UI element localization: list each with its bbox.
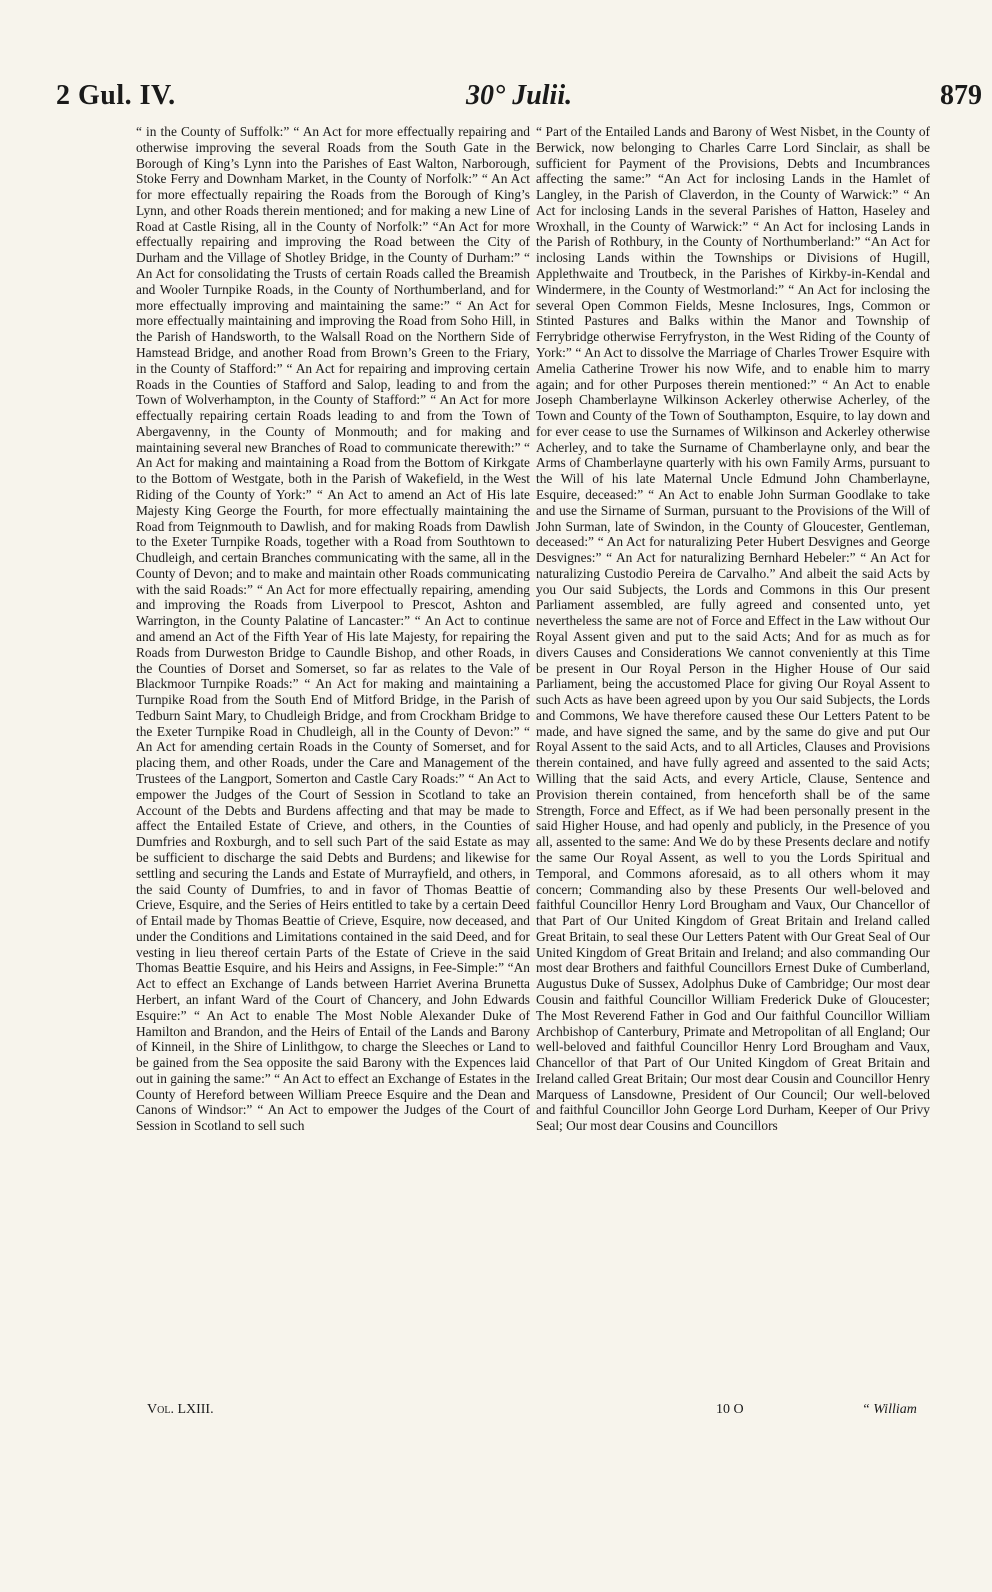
text-column-left: [136, 124, 530, 1134]
left-column-text: “ in the County of Suffolk:” “ An Act for more effectually repairing and otherwise improving the several Roads from the South Gate in the Borough of King’s Lynn into the Parishes of East Walton, Narborough, Stoke Ferry and Downham Market, in the County of Norfolk:” “ An Act for more effectually repairing the Roads from the Borough of King’s Lynn, and other Roads therein mentioned; and for making a new Line of Road at Castle Rising, all in the County of Norfolk:” “An Act for more effectually repairing and improving the Road between the City of Durham and the Village of Shotley Bridge, in the County of Durham:” “ An Act for consolidating the Trusts of certain Roads called the Breamish and Wooler Turnpike Roads, in the County of Northumberland, and for more effectually improving and maintaining the same:” “ An Act for more effectually maintaining and improving the Road from Soho Hill, in the Parish of Handsworth, to the Walsall Road on the Northern Side of Hamstead Bridge, and another Road from Brown’s Green to the Friary, in the County of Stafford:” “ An Act for repairing and improving certain Roads in the Counties of Stafford and Salop, leading to and from the Town of Wolverhampton, in the County of Stafford:” “ An Act for more effectually repairing certain Roads leading to and from the Town of Abergavenny, in the County of Monmouth; and for making and maintaining several new Branches of Road to communicate therewith:” “ An Act for making and maintaining a Road from the Bottom of Kirkgate to the Bottom of Westgate, both in the Parish of Wakefield, in the West Riding of the County of York:” “ An Act to amend an Act of His late Majesty King George the Fourth, for more effectually maintaining the Road from Teignmouth to Dawlish, and for making Roads from Dawlish to the Exeter Turnpike Roads, together with a Road from Southtown to Chudleigh, and certain Branches communicating with the same, all in the County of Devon; and to make and maintain other Roads communicating with the said Roads:” “ An Act for more effectually repairing, amending and improving the Roads from Liverpool to Prescot, Ashton and Warrington, in the County Palatine of Lancaster:” “ An Act to continue and amend an Act of the Fifth Year of His late Majesty, for repairing the Roads from Durweston Bridge to Caundle Bishop, and other Roads, in the Counties of Dorset and Somerset, so far as relates to the Vale of Blackmoor Turnpike Roads:” “ An Act for making and maintaining a Turnpike Road from the South End of Mitford Bridge, in the Parish of Tedburn Saint Mary, to Chudleigh Bridge, and from Crockham Bridge to the Exeter Turnpike Road in Chudleigh, all in the County of Devon:” “ An Act for amending certain Roads in the County of Somerset, and for placing them, and other Roads, under the Care and Management of the Trustees of the Langport, Somerton and Castle Cary Roads:” “ An Act to empower the Judges of the Court of Session in Scotland to take an Account of the Debts and Burdens affecting and that may be made to affect the Entailed Estate of Crieve, and others, in the Counties of Dumfries and Roxburgh, and to sell such Part of the said Estate as may be sufficient to discharge the said Debts and Burdens; and likewise for settling and securing the Lands and Estate of Murrayfield, and others, in the said County of Dumfries, to and in favor of Thomas Beattie of Crieve, Esquire, and the Series of Heirs entitled to take by a certain Deed of Entail made by Thomas Beattie of Crieve, Esquire, now deceased, and under the Conditions and Limitations contained in the said Deed, and for vesting in lieu thereof certain Parts of the Estate of Crieve in the said Thomas Beattie Esquire, and his Heirs and Assigns, in Fee-Simple:” “An Act to effect an Exchange of Lands between Harriet Averina Brunetta Herbert, an infant Ward of the Court of Chancery, and John Edwards Esquire:” “ An Act to enable The Most Noble Alexander Duke of Hamilton and Brandon, and the Heirs of Entail of the Lands and Barony of Kinneil, in the Shire of Linlithgow, to charge the Sleeches or Land to be gained from the Sea opposite the said Barony with the Expences laid out in gaining the same:” “ An Act to effect an Exchange of Estates in the County of Hereford between William Preece Esquire and the Dean and Canons of Windsor:” “ An Act to empower the Judges of the Court of Session in Scotland to sell such: [136, 124, 530, 1134]
signature-mark: 10 O: [716, 1402, 744, 1417]
running-head-date: 30° Julii.: [466, 80, 573, 111]
page-footer: [0, 1402, 992, 1422]
page-header: [56, 80, 982, 120]
page-number: 879: [940, 80, 982, 111]
volume-number: Vol. LXIII.: [147, 1402, 214, 1417]
catchword: “ William: [862, 1402, 917, 1417]
running-head-regnal-year: 2 Gul. IV.: [56, 80, 176, 111]
right-column-text: “ Part of the Entailed Lands and Barony of West Nisbet, in the County of Berwick, now belonging to Charles Carre Lord Sinclair, as shall be sufficient for Payment of the Provisions, Debts and Incumbrances affecting the same:” “An Act for inclosing Lands in the Hamlet of Langley, in the Parish of Claverdon, in the County of Warwick:” “ An Act for inclosing Lands in the several Parishes of Hatton, Haseley and Wroxhall, in the County of Warwick:” “ An Act for inclosing Lands in the Parish of Rothbury, in the County of Northumberland:” “An Act for inclosing Lands within the Townships or Divisions of Hugill, Applethwaite and Troutbeck, in the Parishes of Kirkby-in-Kendal and Windermere, in the County of Westmorland:” “ An Act for inclosing the several Open Common Fields, Mesne Inclosures, Ings, Common or Stinted Pastures and Balks within the Manor and Township of Ferrybridge otherwise Ferryfryston, in the West Riding of the County of York:” “ An Act to dissolve the Marriage of Charles Trower Esquire with Amelia Catherine Trower his now Wife, and to enable him to marry again; and for other Purposes therein mentioned:” “ An Act to enable Joseph Chamberlayne Wilkinson Ackerley otherwise Acherley, of the Town and County of the Town of Southampton, Esquire, to lay down and for ever cease to use the Surnames of Wilkinson and Ackerley otherwise Acherley, and to take the Surname of Chamberlayne only, and bear the Arms of Chamberlayne quarterly with his own Family Arms, pursuant to the Will of his late Maternal Uncle Edmund John Chamberlayne, Esquire, deceased:” “ An Act to enable John Surman Goodlake to take and use the Sirname of Surman, pursuant to the Provisions of the Will of John Surman, late of Swindon, in the County of Gloucester, Gentleman, deceased:” “ An Act for naturalizing Peter Hubert Desvignes and George Desvignes:” “ An Act for naturalizing Bernhard Hebeler:” “ An Act for naturalizing Custodio Pereira de Carvalho.” And albeit the said Acts by you Our said Subjects, the Lords and Commons in this Our present Parliament assembled, are fully agreed and consented unto, yet nevertheless the same are not of Force and Effect in the Law without Our Royal Assent given and put to the said Acts; And for as much as for divers Causes and Considerations We cannot conveniently at this Time be present in Our Royal Person in the Higher House of Our said Parliament, being the accustomed Place for giving Our Royal Assent to such Acts as have been agreed upon by you Our said Subjects, the Lords and Commons, We have therefore caused these Our Letters Patent to be made, and have signed the same, and by the same do give and put Our Royal Assent to the said Acts, and to all Articles, Clauses and Provisions therein contained, and have fully agreed and assented to the said Acts; Willing that the said Acts, and every Article, Clause, Sentence and Provision therein contained, from henceforth shall be of the same Strength, Force and Effect, as if We had been personally present in the said Higher House, and had openly and publicly, in the Presence of you all, assented to the same: And We do by these Presents declare and notify the same Our Royal Assent, as well to you the Lords Spiritual and Temporal, and Commons aforesaid, as to all others whom it may concern; Commanding also by these Presents Our well-beloved and faithful Councillor Henry Lord Brougham and Vaux, Our Chancellor of that Part of Our United Kingdom of Great Britain and Ireland called Great Britain, to seal these Our Letters Patent with Our Great Seal of Our United Kingdom of Great Britain and Ireland; and also commanding Our most dear Brothers and faithful Councillors Ernest Duke of Cumberland, Augustus Duke of Sussex, Adolphus Duke of Cambridge; Our most dear Cousin and faithful Councillor William Frederick Duke of Gloucester; The Most Reverend Father in God and Our faithful Councillor William Archbishop of Canterbury, Primate and Metropolitan of all England; Our well-beloved and faithful Councillor Henry Lord Brougham and Vaux, Chancellor of that Part of Our United Kingdom of Great Britain and Ireland called Great Britain; Our most dear Cousin and Councillor Henry Marquess of Lansdowne, President of Our Council; Our well-beloved and faithful Councillor John George Lord Durham, Keeper of Our Privy Seal; Our most dear Cousins and Councillors: [536, 124, 930, 1134]
text-column-right: [536, 124, 930, 1134]
